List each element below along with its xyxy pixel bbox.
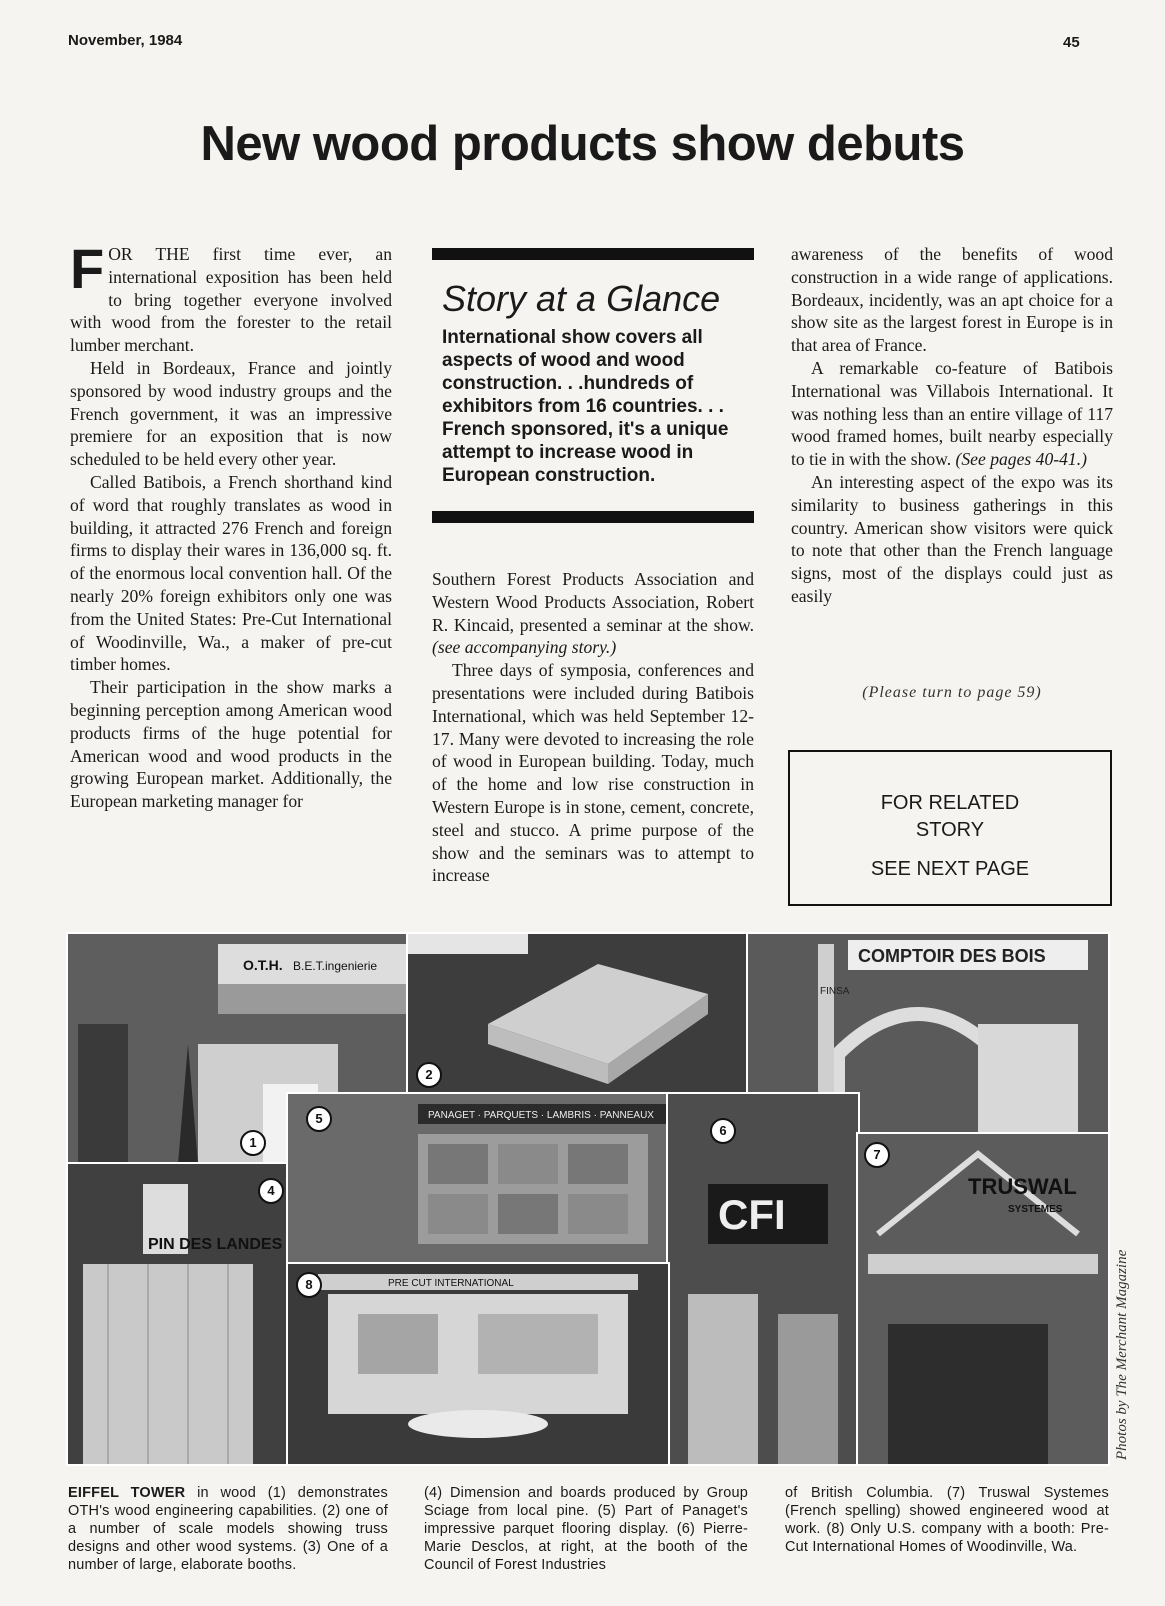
article-title: New wood products show debuts (200, 117, 965, 171)
svg-text:SYSTEMES: SYSTEMES (1008, 1204, 1063, 1215)
story-at-a-glance-box (432, 248, 754, 523)
caption-col-2: (4) Dimension and boards produced by Group Sciage from local pine. (5) Part of Panaget's impressive parquet flooring display. (6) Pierre-Marie Desclos, at right, at the booth of the Council of Forest Industries (424, 1485, 748, 1573)
photo-8-precut-booth (286, 1262, 670, 1466)
column-2 (432, 568, 754, 887)
photo-number-1: 1 (240, 1130, 266, 1156)
drop-cap: F (70, 237, 105, 300)
photo-number-4: 4 (258, 1178, 284, 1204)
photo-number-6: 6 (710, 1118, 736, 1144)
caption-col-3: of British Columbia. (7) Truswal Systemes (French spelling) showed engineered wood at work. (8) Only U.S. company with a booth: Pre-Cut International Homes of Woodinville, Wa. (785, 1485, 1109, 1555)
paragraph-8: A remarkable co-feature of Batibois International was Villabois International. It was nothing less than an entire village of 117 wood framed homes, built nearby especially to tie in with the show. (See pages 40-41.) (791, 357, 1113, 470)
photo-7-image (858, 1134, 1108, 1464)
svg-text:B.E.T.ingenierie: B.E.T.ingenierie (293, 959, 378, 973)
glance-text: International show covers all aspects of wood and wood construction. . .hundreds of exhibitors from 16 countries. . . French sponsored, it's a unique attempt to increase wood in European construction. (442, 327, 729, 486)
glance-top-bar (432, 248, 754, 260)
column-1 (70, 237, 392, 813)
svg-text:PANAGET · PARQUETS · LAMBRIS ·: PANAGET · PARQUETS · LAMBRIS · PANNEAUX (428, 1110, 654, 1121)
page-number: 45 (1063, 34, 1080, 51)
related-line-1: FOR RELATED (880, 792, 1020, 814)
photo-6-cofi-booth (666, 1092, 860, 1466)
photo-number-7: 7 (864, 1142, 890, 1168)
paragraph-7: awareness of the benefits of wood construction in a wide range of applications. Bordeaux, incidently, was an apt choice for a show site as the largest forest in Europe is in that area of France. (791, 244, 1113, 356)
svg-text:FINSA: FINSA (820, 986, 850, 997)
caption-col-1: EIFFEL TOWER in wood (1) demonstrates OTH's wood engineering capabilities. (2) one of a number of scale models showing truss designs and other wood systems. (3) One of a number of large, elaborate booths. (68, 1485, 389, 1573)
photo-7-truswal-booth (856, 1132, 1110, 1466)
photo-number-2: 2 (416, 1062, 442, 1088)
paragraph-3: Called Batibois, a French shorthand kind of word that roughly translates as wood in building, it attracted 276 French and foreign firms to display their wares in 136,000 sq. ft. of the enormous local convention hall. Of the nearly 20% foreign exhibitors only one was from the United States: Pre-Cut International of Woodinville, Wa., a maker of pre-cut timber homes. (70, 471, 392, 675)
photo-8-image (288, 1264, 668, 1464)
related-line-2: STORY (915, 819, 985, 841)
glance-title: Story at a Glance (442, 278, 721, 319)
paragraph-1: FOR THE first time ever, an international exposition has been held to bring together everyone involved with wood from the forester to the retail lumber merchant. (70, 237, 392, 356)
photo-6-image (668, 1094, 858, 1464)
paragraph-5: Southern Forest Products Association and Western Wood Products Association, Robert R. Kincaid, presented a seminar at the show. (see accompanying story.) (432, 569, 754, 658)
photo-number-5: 5 (306, 1106, 332, 1132)
photo-2-truss-model (406, 932, 750, 1096)
photo-4-image (68, 1164, 288, 1464)
related-line-3: SEE NEXT PAGE (870, 858, 1030, 880)
column-3 (791, 243, 1113, 608)
glance-bottom-bar (432, 511, 754, 523)
svg-text:PRE CUT INTERNATIONAL: PRE CUT INTERNATIONAL (388, 1278, 514, 1289)
paragraph-6: Three days of symposia, conferences and presentations were included during Batibois International, which was held September 12-17. Many were devoted to increasing the role of wood in European building. Today, much of the home and low rise construction in Western Europe is in stone, cement, concrete, steel and stucco. A prime purpose of the show and the seminars was to attempt to increase (432, 660, 754, 886)
photo-2-image (408, 934, 748, 1094)
paragraph-9: An interesting aspect of the expo was its similarity to business gatherings in this country. American show visitors were quick to note that other than the French language signs, most of the displays could just as easily (791, 471, 1113, 606)
photo-5-panaget-parquet (286, 1092, 670, 1266)
svg-text:TRUSWAL: TRUSWAL (968, 1174, 1077, 1199)
photo-5-image (288, 1094, 668, 1264)
related-story-box (788, 750, 1112, 906)
paragraph-4: Their participation in the show marks a beginning perception among American wood products firms of the huge potential for American wood and wood products in the growing European market. Additionally, the European marketing manager for (70, 677, 392, 812)
photo-4-pin-des-landes (66, 1162, 290, 1466)
photo-number-8: 8 (296, 1272, 322, 1298)
svg-text:PIN DES LANDES: PIN DES LANDES (148, 1236, 283, 1253)
svg-text:COMPTOIR DES BOIS: COMPTOIR DES BOIS (858, 946, 1046, 966)
paragraph-2: Held in Bordeaux, France and jointly sponsored by wood industry groups and the French government, it was an impressive premiere for an exposition that is now scheduled to be held every other year. (70, 357, 392, 470)
svg-text:O.T.H.: O.T.H. (243, 957, 283, 973)
photo-credit: Photos by The Merchant Magazine (1114, 1249, 1130, 1460)
issue-date: November, 1984 (68, 32, 183, 49)
photo-collage (66, 932, 1106, 1462)
svg-text:CFI: CFI (718, 1191, 786, 1238)
continued-note: (Please turn to page 59) (862, 684, 1042, 701)
